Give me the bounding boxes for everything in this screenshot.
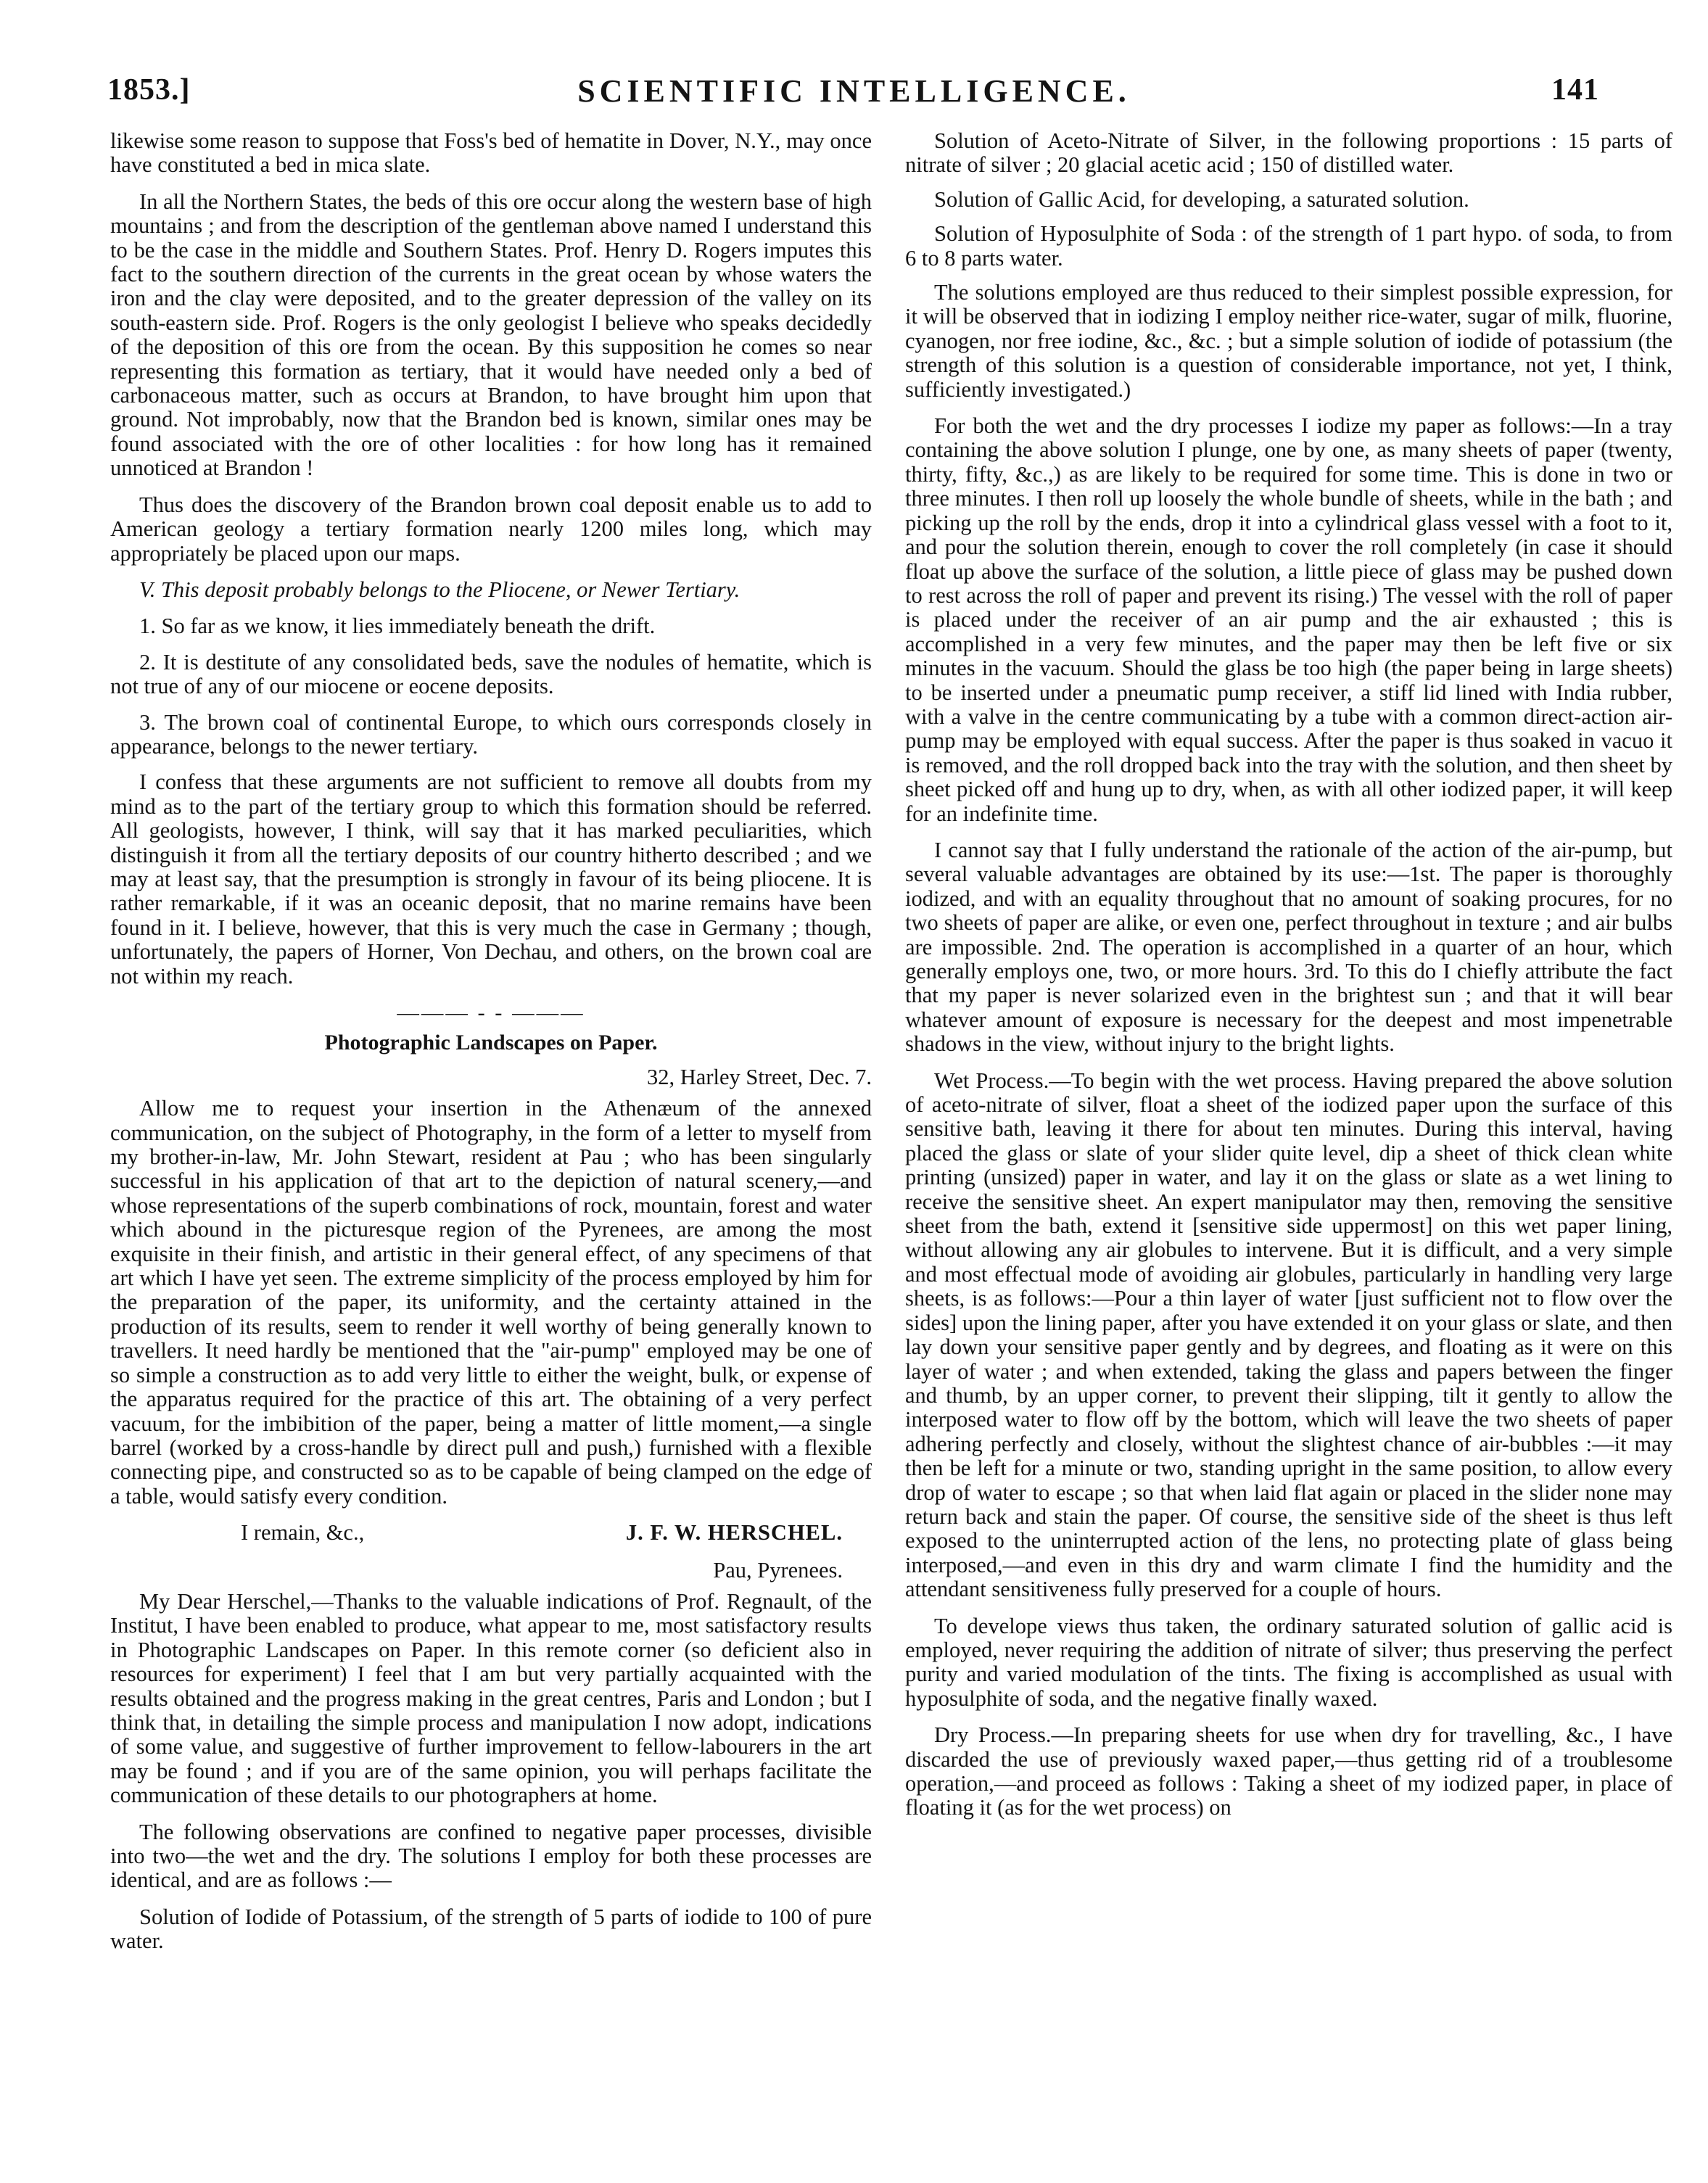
paragraph: Thus does the discovery of the Brandon brown coal deposit enable us to add to American geology a tertiary formation nearly 1200 miles long, which may appropriately be placed upon our maps. xyxy=(110,492,872,566)
subheading: V. This deposit probably belongs to the Pliocene, or Newer Tertiary. xyxy=(139,577,740,602)
left-column xyxy=(110,129,872,1966)
signature-line xyxy=(110,1521,872,1545)
paragraph: Wet Process.—To begin with the wet process. Having prepared the above solution of aceto-nitrate of silver, float a sheet of the iodized paper upon the surface of this sensitive bath, leaving it there for about ten minutes. During this interval, having placed the glass or slate of your slider quite level, dip a sheet of thick clean white printing (unsized) paper in water, and lay it on the glass or slate as a wet lining to receive the sensitive sheet. An expert manipulator may then, removing the sensitive sheet from the bath, extend it [sensitive side uppermost] on this wet paper lining, without allowing any air globules to intervene. But it is difficult, and a very simple and most effectual mode of avoiding air globules, particularly in handling very large sheets, is as follows:—Pour a thin layer of water [just sufficient not to flow over the sides] upon the lining paper, after you have extended it on your glass or slate, and then lay down your sensitive paper gently and by degrees, and floating as it were on this layer of water ; and when extended, taking the glass and papers between the finger and thumb, by an upper corner, to prevent their slipping, tilt it gently to allow the interposed water to flow off by the bottom, which will leave the two sheets of paper adhering perfectly and closely, without the slightest chance of air-bubbles :—it may then be left for a minute or two, standing upright in the same position, to allow every drop of water to escape ; so that when laid flat again or placed in the slider none may return back and stain the paper. Of course, the sensitive side of the sheet is thus left exposed to the uninterrupted action of the lens, no protecting plate of glass being interposed,—and even in this dry and warm climate I find the humidity and the attendant sensitiveness fully preserved for a couple of hours. xyxy=(905,1068,1672,1602)
letter-place: Pau, Pyrenees. xyxy=(713,1557,843,1582)
signature-name: J. F. W. HERSCHEL. xyxy=(625,1520,843,1546)
paragraph: In all the Northern States, the beds of this ore occur along the western base of high mountains ; and from the description of the gentleman above named I understand this to be the case in the middle and Southern States. Prof. Henry D. Rogers imputes this fact to the southern direction of the currents in the great ocean by whose waters the iron and the clay were deposited, and to the greater depression of the valley on its south-eastern side. Prof. Rogers is the only geologist I believe who speaks decidedly of the deposition of this ore from the ocean. By this supposition he comes so near representing this formation as tertiary, that it would have needed only a bed of carbonaceous matter, such as occurs at Brandon, to have brought him upon that ground. Not improbably, now that the Brandon bed is known, similar ones may be found associated with the ore of other localities : for how long has it remained unnoticed at Brandon ! xyxy=(110,189,872,481)
paragraph: For both the wet and the dry processes I iodize my paper as follows:—In a tray containing the above solution I plunge, one by one, as many sheets of paper (twenty, thirty, fifty, &c.,) as are likely to be required for some time. This is done in two or three minutes. I then roll up loosely the whole bundle of sheets, while in the bath ; and picking up the roll by the ends, drop it into a cylindrical glass vessel with a foot to it, and pour the solution therein, enough to cover the roll completely (in case it should float up above the surface of the solution, a little piece of glass may be pushed down to rest across the roll of paper and prevent its rising.) The vessel with the roll of paper is placed under the receiver of an air pump and the air exhausted ; this is accomplished in a very few minutes, and the paper may then be left five or six minutes in the vacuum. Should the glass be too high (the paper being in large sheets) to be inserted under a pneumatic pump receiver, a stiff lid lined with India rubber, with a valve in the centre communicating by a tube with a common direct-action air-pump may be employed with equal success. After the paper is thus soaked in vacuo it is removed, and the roll dropped back into the tray with the solution, and then sheet by sheet picked off and hung up to dry, when, as with all other iodized paper, it will keep for an indefinite time. xyxy=(905,413,1672,826)
paragraph: Allow me to request your insertion in the Athenæum of the annexed communication, on the subject of Photography, in the form of a letter to myself from my brother-in-law, Mr. John Stewart, resident at Pau ; who has been singularly successful in his application of that art to the depiction of natural scenery,—and whose representations of the superb combinations of rock, mountain, forest and water which abound in the picturesque region of the Pyrenees, are among the most exquisite in their finish, and artistic in their general effect, of any specimens of that art which I have yet seen. The extreme simplicity of the process employed by him for the preparation of the paper, its uniformity, and the certainty attained in the production of its results, seem to render it well worthy of being generally known to travellers. It need hardly be mentioned that the "air-pump" employed may be one of so simple a construction as to add very little to either the weight, bulk, or expense of the apparatus required for the practice of this art. The obtaining of a very perfect vacuum, for the imbibition of the paper, being a matter of little moment,—a single barrel (worked by a cross-handle by direct pull and push,) furnished with a flexible connecting pipe, and constructed so as to be capable of being clamped on the edge of a table, would satisfy every condition. xyxy=(110,1096,872,1509)
running-year: 1853.] xyxy=(107,73,191,107)
paragraph: My Dear Herschel,—Thanks to the valuable indications of Prof. Regnault, of the Institut, I have been enabled to produce, what appear to me, most satisfactory results in Photographic Landscapes on Paper. In this remote corner (so deficient also in resources for experiment) I feel that I am but very partially acquainted with the results obtained and the progress making in the great centres, Paris and London ; but I think that, in detailing the simple process and manipulation I now adopt, indications of some value, and suggestive of further improvement to fellow-labourers in the art may be found ; and if you are of the same opinion, you will perhaps facilitate the communication of these details to our photographers at home. xyxy=(110,1588,872,1808)
list-item: 2. It is destitute of any consolidated beds, save the nodules of hematite, which is not true of any of our miocene or eocene deposits. xyxy=(110,649,872,699)
section-separator: ——— - - ——— xyxy=(397,1000,585,1025)
solution-item: Solution of Gallic Acid, for developing, a saturated solution. xyxy=(934,186,1469,212)
paragraph: I confess that these arguments are not sufficient to remove all doubts from my mind as to the part of the tertiary group to which this formation should be referred. All geologists, however, I think, will say that it has marked peculiarities, which distinguish it from all the tertiary deposits of our country hitherto described ; and we may at least say, that the presumption is strongly in favour of its being pliocene. It is rather remarkable, if it was an oceanic deposit, that no marine remains have been found in it. I believe, however, that this is very much the case in Germany ; though, unfortunately, the papers of Horner, Von Dechau, and others, on the brown coal are not within my reach. xyxy=(110,769,872,989)
solution-item: Solution of Aceto-Nitrate of Silver, in the following proportions : 15 parts of nitrate of silver ; 20 glacial acetic acid ; 150 of distilled water. xyxy=(905,128,1672,178)
running-title: SCIENTIFIC INTELLIGENCE. xyxy=(577,73,1131,109)
paragraph: likewise some reason to suppose that Foss's bed of hematite in Dover, N.Y., may once have constituted a bed in mica slate. xyxy=(110,128,872,178)
letter-address: 32, Harley Street, Dec. 7. xyxy=(647,1064,872,1089)
closing: I remain, &c., xyxy=(241,1520,365,1546)
list-item: 3. The brown coal of continental Europe, to which ours corresponds closely in appearance, belongs to the newer tertiary. xyxy=(110,709,872,759)
paragraph: I cannot say that I fully understand the rationale of the action of the air-pump, but several valuable advantages are obtained by its use:—1st. The paper is thoroughly iodized, and with an equality throughout that no amount of soaking procures, for no two sheets of paper are alike, or even one, perfect throughout in texture ; and air bulbs are impossible. 2nd. The operation is accomplished in a quarter of an hour, which generally employs one, two, or more hours. 3rd. To this do I chiefly attribute the fact that my paper is never solarized even in the brightest sun ; and that it will bear whatever amount of exposure is necessary for the deepest and most impenetrable shadows in the view, without injury to the bright lights. xyxy=(905,837,1672,1057)
solution-item: Solution of Hyposulphite of Soda : of the strength of 1 part hypo. of soda, to from 6 to 8 parts water. xyxy=(905,221,1672,271)
paragraph: Dry Process.—In preparing sheets for use when dry for travelling, &c., I have discarded the use of previously waxed paper,—thus getting rid of a troublesome operation,—and proceed as follows : Taking a sheet of my iodized paper, in place of floating it (as for the wet process) on xyxy=(905,1722,1672,1820)
right-column xyxy=(905,129,1672,1833)
paragraph: The following observations are confined to negative paper processes, divisible into two—the wet and the dry. The solutions I employ for both these processes are identical, and are as follows :— xyxy=(110,1819,872,1893)
paragraph: To develope views thus taken, the ordinary saturated solution of gallic acid is employed, never requiring the addition of nitrate of silver; thus preserving the perfect purity and varied modulation of the tints. The fixing is accomplished as usual with hyposulphite of soda, and the negative finally waxed. xyxy=(905,1613,1672,1711)
list-item: 1. So far as we know, it lies immediately beneath the drift. xyxy=(139,614,656,639)
paragraph: Solution of Iodide of Potassium, of the strength of 5 parts of iodide to 100 of pure water. xyxy=(110,1904,872,1954)
section-title: Photographic Landscapes on Paper. xyxy=(324,1031,658,1055)
paragraph: The solutions employed are thus reduced to their simplest possible expression, for it will be observed that in iodizing I employ neither rice-water, sugar of milk, fluorine, cyanogen, nor free iodine, &c., &c. ; but a simple solution of iodide of potassium (the strength of this solution is a question of considerable importance, not yet, I think, sufficiently investigated.) xyxy=(905,280,1672,402)
page-number: 141 xyxy=(1551,73,1599,107)
